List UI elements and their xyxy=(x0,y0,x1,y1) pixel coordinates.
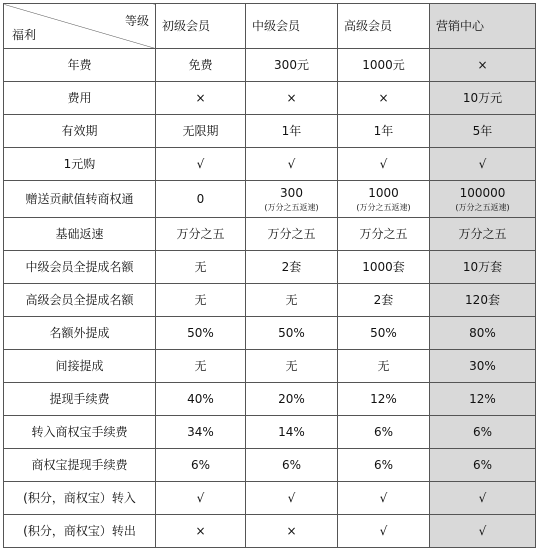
row-label: 提现手续费 xyxy=(4,383,156,416)
table-row xyxy=(4,383,536,416)
cell-value: 无限期 xyxy=(182,123,219,138)
cell-junior xyxy=(156,82,246,115)
cell-value: 50% xyxy=(278,325,305,340)
cell-senior xyxy=(338,148,430,181)
row-label: 基础返速 xyxy=(4,218,156,251)
cell-intermediate xyxy=(246,218,338,251)
cell-value: 300元 xyxy=(274,57,309,72)
cell-senior xyxy=(338,482,430,515)
cell-senior xyxy=(338,317,430,350)
cell-marketing-center xyxy=(430,416,536,449)
table-row xyxy=(4,49,536,82)
cell-value: 6% xyxy=(472,424,493,439)
cell-value: 无 xyxy=(194,259,207,274)
cell-marketing-center xyxy=(430,49,536,82)
cell-intermediate xyxy=(246,181,338,218)
cell-value: 免费 xyxy=(188,57,213,72)
cell-junior xyxy=(156,383,246,416)
cell-value: 无 xyxy=(194,292,207,307)
cell-senior xyxy=(338,49,430,82)
cell-value: 34% xyxy=(187,424,214,439)
cell-senior xyxy=(338,181,430,218)
cell-marketing-center xyxy=(430,181,536,218)
cell-intermediate xyxy=(246,416,338,449)
cell-junior xyxy=(156,251,246,284)
cell-intermediate xyxy=(246,284,338,317)
cell-value: 10万元 xyxy=(462,90,503,105)
cell-marketing-center xyxy=(430,148,536,181)
cell-value: √ xyxy=(196,490,205,505)
cell-value: √ xyxy=(379,156,388,171)
cell-value: 1000 xyxy=(368,185,399,200)
cell-value: √ xyxy=(478,156,487,171)
cell-value: 万分之五 xyxy=(458,226,507,241)
cell-value: 50% xyxy=(187,325,214,340)
cell-marketing-center xyxy=(430,284,536,317)
cell-value: 50% xyxy=(370,325,397,340)
cell-junior xyxy=(156,218,246,251)
cell-marketing-center xyxy=(430,251,536,284)
cell-value: 6% xyxy=(190,457,211,472)
cell-value: 5年 xyxy=(472,123,493,138)
cell-value: 无 xyxy=(377,358,390,373)
row-label: 转入商权宝手续费 xyxy=(4,416,156,449)
cell-value: × xyxy=(195,90,206,105)
cell-junior xyxy=(156,181,246,218)
cell-senior xyxy=(338,82,430,115)
cell-junior xyxy=(156,515,246,548)
row-label: 中级会员全提成名额 xyxy=(4,251,156,284)
cell-intermediate xyxy=(246,449,338,482)
cell-senior xyxy=(338,383,430,416)
cell-value: 80% xyxy=(469,325,496,340)
cell-intermediate xyxy=(246,383,338,416)
cell-value: √ xyxy=(478,490,487,505)
table-row xyxy=(4,284,536,317)
cell-value: 10万套 xyxy=(462,259,503,274)
row-label: (积分，商权宝）转入 xyxy=(4,482,156,515)
cell-intermediate xyxy=(246,515,338,548)
cell-intermediate xyxy=(246,350,338,383)
cell-value: 1000套 xyxy=(362,259,405,274)
table-row xyxy=(4,482,536,515)
cell-value: × xyxy=(286,523,297,538)
cell-marketing-center xyxy=(430,449,536,482)
cell-junior xyxy=(156,115,246,148)
cell-value: 6% xyxy=(472,457,493,472)
cell-marketing-center xyxy=(430,350,536,383)
cell-marketing-center xyxy=(430,482,536,515)
table-row xyxy=(4,251,536,284)
cell-senior xyxy=(338,115,430,148)
table-row xyxy=(4,181,536,218)
cell-marketing-center xyxy=(430,115,536,148)
cell-intermediate xyxy=(246,317,338,350)
cell-junior xyxy=(156,482,246,515)
table-row xyxy=(4,350,536,383)
membership-benefits-table xyxy=(3,3,536,548)
cell-value: × xyxy=(477,57,488,72)
cell-value: 万分之五 xyxy=(267,226,316,241)
table-row xyxy=(4,515,536,548)
cell-marketing-center xyxy=(430,82,536,115)
cell-value: 20% xyxy=(278,391,305,406)
cell-value: 30% xyxy=(469,358,496,373)
cell-junior xyxy=(156,49,246,82)
cell-note: (万分之五返速) xyxy=(264,202,319,212)
cell-value: 无 xyxy=(285,358,298,373)
cell-intermediate xyxy=(246,148,338,181)
corner-label-benefits: 福利 xyxy=(12,27,37,42)
cell-value: 2套 xyxy=(281,259,302,274)
cell-junior xyxy=(156,449,246,482)
cell-value: √ xyxy=(287,490,296,505)
row-label: 赠送贡献值转商权通 xyxy=(4,181,156,218)
cell-intermediate xyxy=(246,482,338,515)
cell-value: × xyxy=(195,523,206,538)
cell-value: 14% xyxy=(278,424,305,439)
cell-note: (万分之五返速) xyxy=(356,202,411,212)
header-level-junior: 初级会员 xyxy=(156,4,246,49)
cell-value: 6% xyxy=(373,457,394,472)
cell-value: 1年 xyxy=(281,123,302,138)
cell-value: 无 xyxy=(285,292,298,307)
row-label: 高级会员全提成名额 xyxy=(4,284,156,317)
cell-value: × xyxy=(286,90,297,105)
row-label: 费用 xyxy=(4,82,156,115)
row-label: 名额外提成 xyxy=(4,317,156,350)
cell-intermediate xyxy=(246,82,338,115)
cell-junior xyxy=(156,317,246,350)
cell-value: 1000元 xyxy=(362,57,405,72)
table-row xyxy=(4,148,536,181)
cell-senior xyxy=(338,251,430,284)
corner-header-cell xyxy=(4,4,156,49)
header-level-marketing-center: 营销中心 xyxy=(430,4,536,49)
cell-senior xyxy=(338,350,430,383)
table-row xyxy=(4,218,536,251)
cell-value: √ xyxy=(196,156,205,171)
cell-junior xyxy=(156,416,246,449)
cell-value: 100000 xyxy=(459,185,506,200)
row-label: 1元购 xyxy=(4,148,156,181)
table-row xyxy=(4,115,536,148)
cell-marketing-center xyxy=(430,218,536,251)
table-row xyxy=(4,416,536,449)
header-row xyxy=(4,4,536,49)
cell-senior xyxy=(338,515,430,548)
cell-marketing-center xyxy=(430,515,536,548)
cell-value: √ xyxy=(379,523,388,538)
cell-value: 120套 xyxy=(465,292,500,307)
cell-intermediate xyxy=(246,251,338,284)
cell-junior xyxy=(156,350,246,383)
cell-senior xyxy=(338,416,430,449)
cell-junior xyxy=(156,284,246,317)
cell-value: 6% xyxy=(281,457,302,472)
row-label: 有效期 xyxy=(4,115,156,148)
cell-senior xyxy=(338,449,430,482)
row-label: 年费 xyxy=(4,49,156,82)
row-label: 间接提成 xyxy=(4,350,156,383)
row-label: (积分，商权宝）转出 xyxy=(4,515,156,548)
cell-value: 0 xyxy=(196,191,205,206)
cell-value: 万分之五 xyxy=(176,226,225,241)
cell-value: 12% xyxy=(370,391,397,406)
cell-value: 300 xyxy=(280,185,303,200)
cell-value: 1年 xyxy=(373,123,394,138)
cell-intermediate xyxy=(246,49,338,82)
table-row xyxy=(4,82,536,115)
cell-junior xyxy=(156,148,246,181)
cell-intermediate xyxy=(246,115,338,148)
table-row xyxy=(4,317,536,350)
cell-value: √ xyxy=(478,523,487,538)
corner-label-level: 等级 xyxy=(124,14,149,28)
cell-marketing-center xyxy=(430,317,536,350)
cell-value: 万分之五 xyxy=(359,226,408,241)
table-row xyxy=(4,449,536,482)
cell-value: 40% xyxy=(187,391,214,406)
cell-value: 2套 xyxy=(373,292,394,307)
cell-value: 无 xyxy=(194,358,207,373)
header-level-intermediate: 中级会员 xyxy=(246,4,338,49)
cell-senior xyxy=(338,218,430,251)
cell-marketing-center xyxy=(430,383,536,416)
header-level-senior: 高级会员 xyxy=(338,4,430,49)
cell-senior xyxy=(338,284,430,317)
row-label: 商权宝提现手续费 xyxy=(4,449,156,482)
cell-value: 6% xyxy=(373,424,394,439)
cell-value: 12% xyxy=(469,391,496,406)
cell-value: × xyxy=(378,90,389,105)
cell-value: √ xyxy=(379,490,388,505)
cell-value: √ xyxy=(287,156,296,171)
cell-note: (万分之五返速) xyxy=(455,202,510,212)
